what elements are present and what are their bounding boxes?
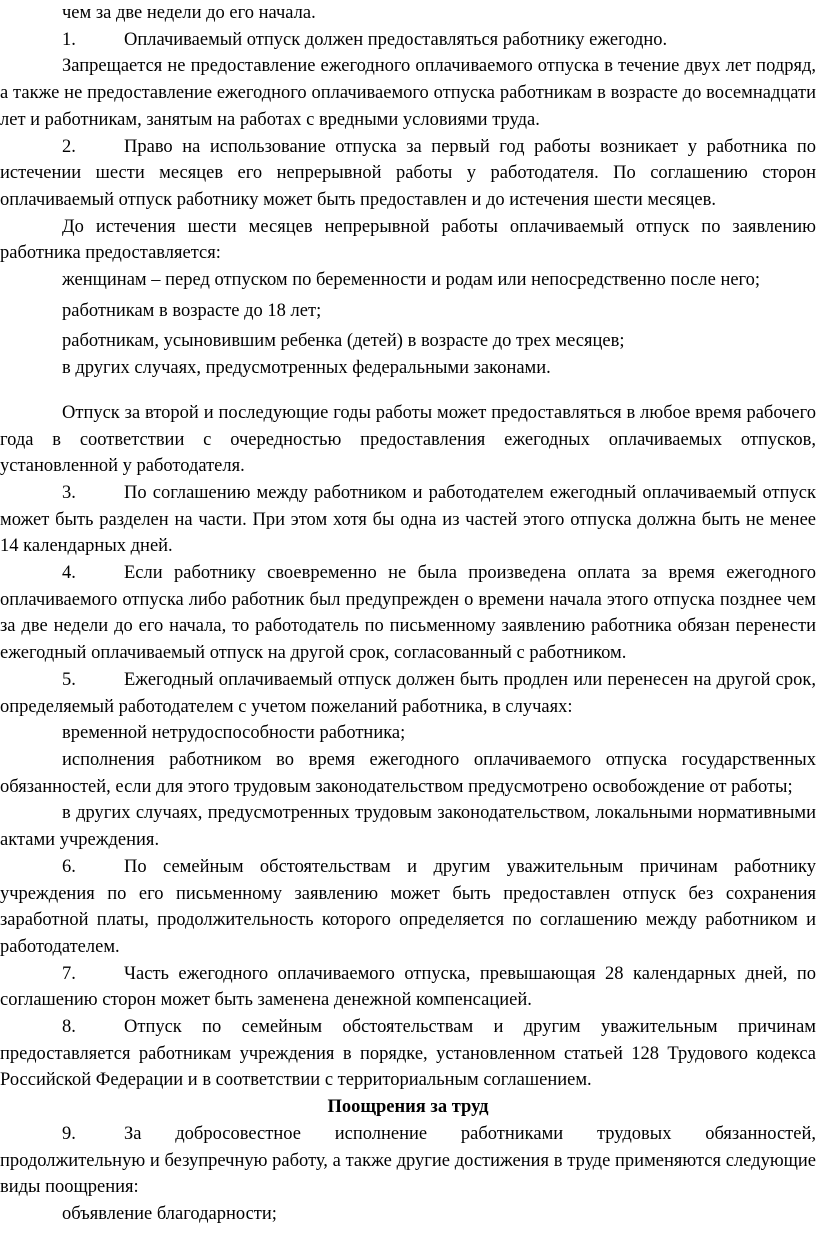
paragraph-2-sub: До истечения шести месяцев непрерывной работы оплачиваемый отпуск по заявлению работника предоставляется: (0, 216, 816, 264)
paragraph-6 (0, 854, 816, 961)
paragraph-1 (0, 27, 816, 54)
paragraph-number: 5. (62, 669, 76, 690)
paragraph-number: 4. (62, 563, 76, 584)
paragraph-number: 8. (62, 1017, 76, 1038)
paragraph-1-sub: Запрещается не предоставление ежегодного оплачиваемого отпуска в течение двух лет подряд, а также не предоставление ежегодного оплачиваемого отпуска работникам в возрасте до восемнадцати лет и работникам, занятым на работах с вредными условиями труда. (0, 56, 816, 130)
paragraph-text: Оплачиваемый отпуск должен предоставляться работнику ежегодно. (124, 29, 668, 50)
paragraph-text: Право на использование отпуска за первый год работы возникает у работника по истечении шести месяцев его непрерывной работы у работодателя. По соглашению сторон оплачиваемый отпуск работнику может быть предоставлен и до истечения шести месяцев. (0, 136, 816, 210)
list-item: работникам, усыновившим ребенка (детей) в возрасте до трех месяцев; (62, 331, 625, 352)
list-item: женщинам – перед отпуском по беременности и родам или непосредственно после него; (62, 270, 761, 291)
paragraph-text: Если работнику своевременно не была произведена оплата за время ежегодного оплачиваемого отпуска либо работник был предупрежден о времени начала этого отпуска позднее чем за две недели до его начала, то работодатель по письменному заявлению работника обязан перенести ежегодный оплачиваемый отпуск на другой срок, согласованный с работником. (0, 563, 816, 664)
paragraph-number: 6. (62, 856, 76, 877)
list-item: объявление благодарности; (62, 1203, 277, 1224)
list-item: исполнения работником во время ежегодного оплачиваемого отпуска государственных обязанностей, если для этого трудовым законодательством предусмотрено освобождение от работы; (0, 749, 816, 797)
list-item: в других случаях, предусмотренных трудовым законодательством, локальными нормативными актами учреждения. (0, 803, 816, 851)
paragraph-4 (0, 560, 816, 667)
paragraph-text: Часть ежегодного оплачиваемого отпуска, превышающая 28 календарных дней, по соглашению сторон может быть заменена денежной компенсацией. (0, 963, 816, 1011)
paragraph-3 (0, 480, 816, 560)
paragraph-text: По соглашению между работником и работодателем ежегодный оплачиваемый отпуск может быть разделен на части. При этом хотя бы одна из частей этого отпуска должна быть не менее 14 календарных дней. (0, 482, 816, 557)
paragraph-7 (0, 961, 816, 1014)
paragraph-2-after: Отпуск за второй и последующие годы работы может предоставляться в любое время рабочего года в соответствии с очередностью предоставления ежегодных оплачиваемых отпусков, установленной у работодателя. (0, 402, 816, 477)
paragraph-number: 3. (62, 482, 76, 503)
paragraph-text: Отпуск по семейным обстоятельствам и другим уважительным причинам предоставляется работникам учреждения в порядке, установленном статьей 128 Трудового кодекса Российской Федерации и в соответствии с территориальным соглашением. (0, 1017, 816, 1091)
paragraph-5 (0, 667, 816, 720)
paragraph-8 (0, 1014, 816, 1094)
paragraph-intro: чем за две недели до его начала. (62, 3, 316, 23)
blank-line (0, 382, 816, 400)
paragraph-number: 9. (62, 1123, 76, 1144)
list-item: временной нетрудоспособности работника; (62, 723, 406, 744)
paragraph-number: 2. (62, 136, 76, 157)
list-item: работникам в возрасте до 18 лет; (62, 300, 322, 321)
paragraph-text: За добросовестное исполнение работниками трудовых обязанностей, продолжительную и безупречную работу, а также другие достижения в труде применяются следующие виды поощрения: (0, 1123, 816, 1198)
paragraph-9 (0, 1121, 816, 1201)
paragraph-2 (0, 134, 816, 214)
paragraph-number: 7. (62, 963, 76, 984)
paragraph-text: По семейным обстоятельствам и другим уважительным причинам работнику учреждения по его письменному заявлению может быть предоставлен отпуск без сохранения заработной платы, продолжительность которого определяется по соглашению между работником и работодателем. (0, 856, 816, 957)
paragraph-number: 1. (62, 29, 76, 50)
section-heading: Поощрения за труд (327, 1097, 489, 1118)
paragraph-text: Ежегодный оплачиваемый отпуск должен быть продлен или перенесен на другой срок, определяемый работодателем с учетом пожеланий работника, в случаях: (0, 669, 816, 717)
list-item: в других случаях, предусмотренных федеральными законами. (62, 358, 551, 379)
